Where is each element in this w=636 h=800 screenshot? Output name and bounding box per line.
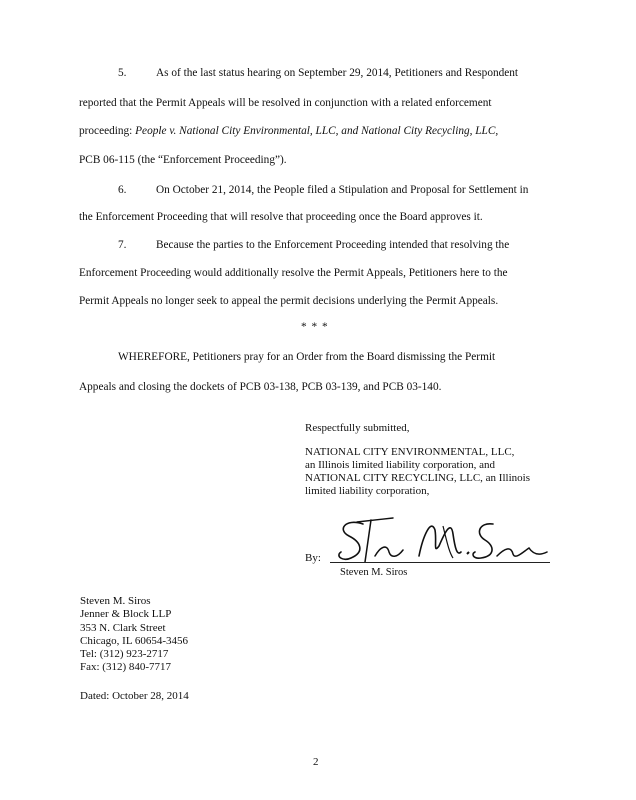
paragraph-text: Because the parties to the Enforcement Proceeding intended that resolving the [156,239,510,251]
contact-street: 353 N. Clark Street [80,621,166,634]
contact-firm: Jenner & Block LLP [80,608,172,621]
paragraph-text: As of the last status hearing on September 29, 2014, Petitioners and Respondent [156,67,519,79]
page-number: 2 [313,756,319,768]
paragraph-6-line-1 [118,183,528,197]
paragraph-7-line-2: Enforcement Proceeding would additionally resolve the Permit Appeals, Petitioners here to the [79,267,508,279]
party-line-4: limited liability corporation, [305,485,430,497]
paragraph-text: proceeding: [79,125,136,137]
party-line-2: an Illinois limited liability corporation, and [305,459,496,471]
paragraph-5-line-2: reported that the Permit Appeals will be resolved in conjunction with a related enforcement [79,97,492,109]
paragraph-number: 6. [118,184,127,196]
dated-line: Dated: October 28, 2014 [80,690,189,702]
case-citation: People v. National City Environmental, LLC, and National City Recycling, LLC, [135,125,499,137]
signature-line [330,562,550,563]
signer-name: Steven M. Siros [340,567,408,578]
party-line-1: NATIONAL CITY ENVIRONMENTAL, LLC, [305,446,515,458]
paragraph-7-line-3: Permit Appeals no longer seek to appeal the permit decisions underlying the Permit Appeals. [79,295,499,307]
paragraph-5-line-4: PCB 06-115 (the “Enforcement Proceeding”). [79,154,287,166]
paragraph-7-line-1 [118,238,509,252]
wherefore-line-1: WHEREFORE, Petitioners pray for an Order from the Board dismissing the Permit [118,351,496,363]
paragraph-text: On October 21, 2014, the People filed a Stipulation and Proposal for Settlement in [156,184,529,196]
attorney-contact [80,595,188,675]
paragraph-6-line-2: the Enforcement Proceeding that will resolve that proceeding once the Board approves it. [79,211,483,223]
contact-tel: Tel: (312) 923-2717 [80,648,169,661]
paragraph-5-line-1 [118,66,518,80]
wherefore-line-2: Appeals and closing the dockets of PCB 03-138, PCB 03-139, and PCB 03-140. [79,381,442,393]
party-line-3: NATIONAL CITY RECYCLING, LLC, an Illinois [305,472,530,484]
signature-block [305,422,530,498]
contact-name: Steven M. Siros [80,595,151,607]
section-separator: * * * [301,321,329,333]
paragraph-number: 7. [118,239,127,251]
closing: Respectfully submitted, [305,422,410,434]
paragraph-5-line-3 [79,124,498,138]
contact-fax: Fax: (312) 840-7717 [80,661,172,674]
by-label: By: [305,552,321,564]
paragraph-number: 5. [118,67,127,79]
contact-city: Chicago, IL 60654-3456 [80,634,189,647]
